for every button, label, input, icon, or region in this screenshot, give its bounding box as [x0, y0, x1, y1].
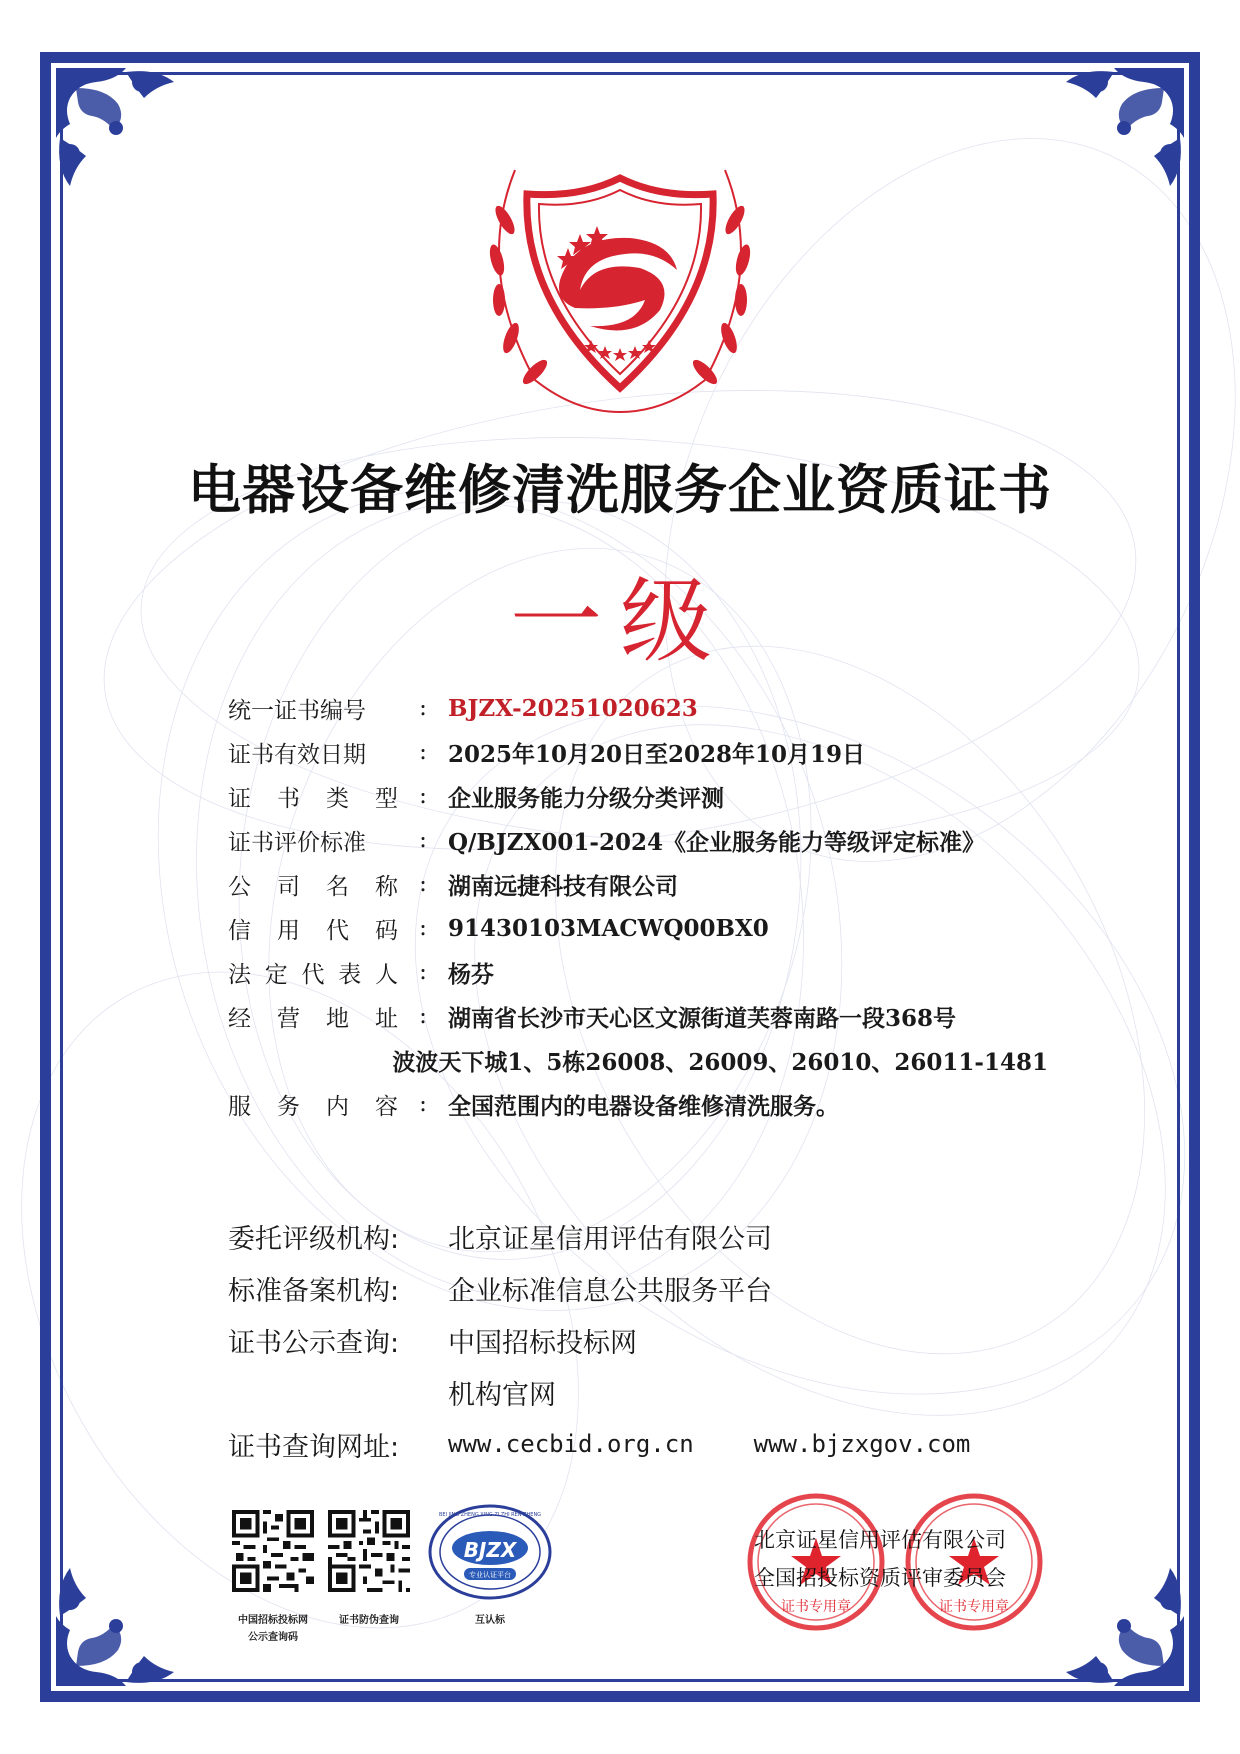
- rating-org-label: 委托评级机构:: [228, 1223, 400, 1255]
- public-query-row-2: [228, 1366, 1048, 1418]
- badge-sub-text: 专业认证平台: [469, 1571, 511, 1579]
- validity-date-value: 2025年10月20日至2028年10月19日: [448, 740, 866, 768]
- corner-ornament-icon: [1054, 68, 1184, 198]
- shield-laurel-emblem-icon: [455, 150, 785, 425]
- seal-2-label: 证书专用章: [939, 1599, 1009, 1615]
- seal-1-label: 证书专用章: [781, 1599, 851, 1615]
- field-label: 证书有效日期: [228, 741, 366, 768]
- public-query-row: [228, 1314, 1048, 1366]
- standard-org-value: 企业标准信息公共服务平台: [448, 1275, 772, 1307]
- seal-issuer-line-2: 全国招投标资质评审委员会: [754, 1566, 1006, 1590]
- qr-code-icon[interactable]: [328, 1510, 410, 1592]
- query-url-label: 证书查询网址:: [228, 1431, 400, 1463]
- rating-org-value: 北京证星信用评估有限公司: [448, 1223, 772, 1255]
- field-certificate-type: 证 书 类 型 : 企业服务能力分级分类评测: [228, 774, 1048, 818]
- badge-text: BJZX: [463, 1538, 517, 1562]
- public-query-label: 证书公示查询:: [228, 1327, 400, 1359]
- qr-code-icon[interactable]: [232, 1510, 314, 1592]
- field-business-address-continued: [228, 1038, 1048, 1082]
- field-label: 公 司 名 称: [228, 873, 398, 900]
- field-certificate-number: 统一证书编号 : BJZX-20251020623: [228, 686, 1048, 730]
- field-credit-code: 信 用 代 码 : 91430103MACWQ00BX0: [228, 906, 1048, 950]
- public-query-value-2: 机构官网: [448, 1379, 556, 1411]
- corner-ornament-icon: [56, 1556, 186, 1686]
- standard-org-label: 标准备案机构:: [228, 1275, 400, 1307]
- legal-representative-value: 杨芬: [448, 960, 494, 988]
- certificate-number-value: BJZX-20251020623: [448, 694, 698, 722]
- certificate-title: 电器设备维修清洗服务企业资质证书: [188, 459, 1052, 521]
- field-label: 经 营 地 址: [228, 1005, 398, 1032]
- field-label: 证 书 类 型: [228, 785, 398, 812]
- field-service-content: 服 务 内 容 : 全国范围内的电器设备维修清洗服务。: [228, 1082, 1048, 1126]
- certificate-level: 一级: [509, 568, 730, 675]
- certificate-details: [228, 686, 1048, 1126]
- field-standard: 证书评价标准 : Q/BJZX001-2024《企业服务能力等级评定标准》: [228, 818, 1048, 862]
- standard-org-row: [228, 1262, 1048, 1314]
- field-label: 信 用 代 码: [228, 917, 398, 944]
- rating-org-row: [228, 1210, 1048, 1262]
- qr1-caption: 中国招标投标网 公示查询码: [238, 1615, 308, 1643]
- field-label: 证书评价标准: [228, 829, 366, 856]
- field-legal-representative: 法 定 代 表 人 : 杨芬: [228, 950, 1048, 994]
- business-address-continuation: 波波天下城1、5栋26008、26009、26010、26011-1481: [392, 1048, 1048, 1076]
- seal-issuer-line-1: 北京证星信用评估有限公司: [754, 1528, 1006, 1552]
- public-query-value: 中国招标投标网: [448, 1327, 637, 1359]
- qr2-caption: 证书防伪查询: [339, 1615, 399, 1626]
- field-label: 统一证书编号: [228, 697, 366, 724]
- badge-caption: 互认标: [475, 1615, 505, 1626]
- service-content-value: 全国范围内的电器设备维修清洗服务。: [448, 1092, 839, 1120]
- corner-ornament-icon: [56, 68, 186, 198]
- credit-code-value: 91430103MACWQ00BX0: [448, 914, 769, 942]
- query-url-2-link[interactable]: www.bjzxgov.com: [753, 1430, 971, 1458]
- badge-ring-text: BEI JING ZHENG XING ZI ZHI REN ZHENG: [438, 1512, 542, 1518]
- standard-value: Q/BJZX001-2024《企业服务能力等级评定标准》: [448, 828, 985, 856]
- corner-ornament-icon: [1054, 1556, 1184, 1686]
- certificate-type-value: 企业服务能力分级分类评测: [448, 784, 724, 812]
- company-name-value: 湖南远捷科技有限公司: [448, 872, 678, 900]
- field-business-address: 经 营 地 址 : 湖南省长沙市天心区文源街道芙蓉南路一段368号: [228, 994, 1048, 1038]
- business-address-value: 湖南省长沙市天心区文源街道芙蓉南路一段368号: [448, 1004, 957, 1032]
- field-company-name: 公 司 名 称 : 湖南远捷科技有限公司: [228, 862, 1048, 906]
- field-label: 法 定 代 表 人: [228, 961, 398, 988]
- authority-details: [228, 1210, 1048, 1470]
- query-url-row: [228, 1418, 1048, 1470]
- field-label: 服 务 内 容: [228, 1093, 398, 1120]
- field-validity-date: 证书有效日期 : 2025年10月20日至2028年10月19日: [228, 730, 1048, 774]
- query-url-1-link[interactable]: www.cecbid.org.cn: [448, 1430, 694, 1458]
